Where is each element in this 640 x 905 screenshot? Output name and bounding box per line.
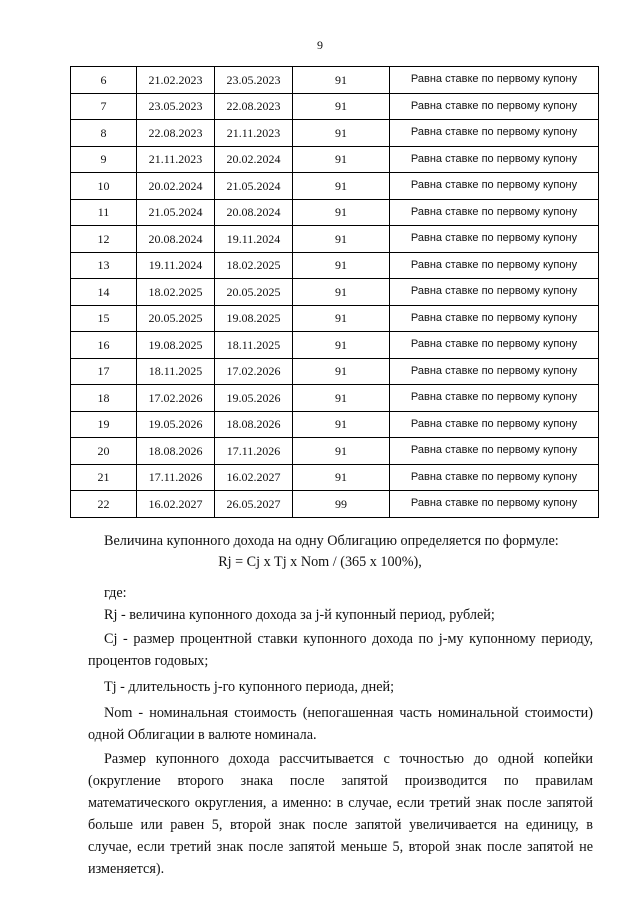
- coupon-number-cell: 16: [71, 332, 137, 359]
- table-row: [71, 120, 599, 147]
- table-row: [71, 464, 599, 491]
- rate-cell: Равна ставке по первому купону: [390, 226, 599, 253]
- coupon-number-cell: 11: [71, 199, 137, 226]
- end-date-cell: 23.05.2023: [215, 67, 293, 94]
- duration-days-cell: 91: [293, 252, 390, 279]
- rate-cell: Равна ставке по первому купону: [390, 305, 599, 332]
- coupon-number-cell: 22: [71, 491, 137, 518]
- start-date-cell: 18.11.2025: [137, 358, 215, 385]
- rate-cell: Равна ставке по первому купону: [390, 199, 599, 226]
- rate-cell: Равна ставке по первому купону: [390, 358, 599, 385]
- start-date-cell: 19.05.2026: [137, 411, 215, 438]
- formula-intro: Величина купонного дохода на одну Облигацию определяется по формуле:: [104, 533, 559, 549]
- duration-days-cell: 91: [293, 199, 390, 226]
- duration-days-cell: 91: [293, 146, 390, 173]
- table-row: [71, 226, 599, 253]
- table-row: [71, 252, 599, 279]
- rate-cell: Равна ставке по первому купону: [390, 173, 599, 200]
- duration-days-cell: 91: [293, 438, 390, 465]
- duration-days-cell: 91: [293, 305, 390, 332]
- duration-days-cell: 91: [293, 279, 390, 306]
- rate-cell: Равна ставке по первому купону: [390, 332, 599, 359]
- start-date-cell: 21.05.2024: [137, 199, 215, 226]
- definition-tj: Tj - длительность j-го купонного периода, дней;: [104, 679, 395, 695]
- start-date-cell: 17.11.2026: [137, 464, 215, 491]
- end-date-cell: 18.11.2025: [215, 332, 293, 359]
- table-row: [71, 332, 599, 359]
- end-date-cell: 20.02.2024: [215, 146, 293, 173]
- duration-days-cell: 91: [293, 385, 390, 412]
- rate-cell: Равна ставке по первому купону: [390, 411, 599, 438]
- coupon-number-cell: 12: [71, 226, 137, 253]
- rate-cell: Равна ставке по первому купону: [390, 146, 599, 173]
- coupon-number-cell: 10: [71, 173, 137, 200]
- rounding-rule: Размер купонного дохода рассчитывается с точностью до одной копейки (округление второго знака после запятой производится по правилам математического округления, а именно: в случае, если третий знак после запятой больше или равен 5, второй знак после запятой увеличивается на единицу, в случае, если третий знак после запятой меньше 5, второй знак после запятой не изменяется).: [88, 751, 593, 877]
- end-date-cell: 18.02.2025: [215, 252, 293, 279]
- coupon-number-cell: 7: [71, 93, 137, 120]
- start-date-cell: 18.02.2025: [137, 279, 215, 306]
- table-row: [71, 67, 599, 94]
- rate-cell: Равна ставке по первому купону: [390, 67, 599, 94]
- start-date-cell: 23.05.2023: [137, 93, 215, 120]
- rate-cell: Равна ставке по первому купону: [390, 120, 599, 147]
- end-date-cell: 26.05.2027: [215, 491, 293, 518]
- duration-days-cell: 91: [293, 411, 390, 438]
- duration-days-cell: 91: [293, 67, 390, 94]
- page-number: 9: [317, 38, 323, 52]
- duration-days-cell: 99: [293, 491, 390, 518]
- table-row: [71, 491, 599, 518]
- duration-days-cell: 91: [293, 332, 390, 359]
- coupon-schedule-table: [70, 66, 599, 518]
- rate-cell: Равна ставке по первому купону: [390, 279, 599, 306]
- table-row: [71, 93, 599, 120]
- duration-days-cell: 91: [293, 173, 390, 200]
- start-date-cell: 20.08.2024: [137, 226, 215, 253]
- coupon-formula: Rj = Cj x Tj x Nom / (365 x 100%),: [218, 554, 422, 570]
- coupon-number-cell: 14: [71, 279, 137, 306]
- end-date-cell: 18.08.2026: [215, 411, 293, 438]
- rate-cell: Равна ставке по первому купону: [390, 464, 599, 491]
- rate-cell: Равна ставке по первому купону: [390, 385, 599, 412]
- coupon-number-cell: 21: [71, 464, 137, 491]
- definition-rj: Rj - величина купонного дохода за j-й купонный период, рублей;: [104, 607, 495, 623]
- end-date-cell: 19.08.2025: [215, 305, 293, 332]
- duration-days-cell: 91: [293, 226, 390, 253]
- start-date-cell: 18.08.2026: [137, 438, 215, 465]
- table-row: [71, 358, 599, 385]
- start-date-cell: 21.11.2023: [137, 146, 215, 173]
- coupon-number-cell: 6: [71, 67, 137, 94]
- coupon-number-cell: 8: [71, 120, 137, 147]
- coupon-number-cell: 17: [71, 358, 137, 385]
- coupon-number-cell: 20: [71, 438, 137, 465]
- start-date-cell: 19.08.2025: [137, 332, 215, 359]
- rate-cell: Равна ставке по первому купону: [390, 491, 599, 518]
- coupon-number-cell: 15: [71, 305, 137, 332]
- end-date-cell: 19.11.2024: [215, 226, 293, 253]
- table-row: [71, 279, 599, 306]
- table-row: [71, 199, 599, 226]
- start-date-cell: 17.02.2026: [137, 385, 215, 412]
- start-date-cell: 20.02.2024: [137, 173, 215, 200]
- table-row: [71, 146, 599, 173]
- table-row: [71, 438, 599, 465]
- table-row: [71, 411, 599, 438]
- rate-cell: Равна ставке по первому купону: [390, 438, 599, 465]
- end-date-cell: 19.05.2026: [215, 385, 293, 412]
- table-row: [71, 305, 599, 332]
- definition-nom: Nom - номинальная стоимость (непогашенная часть номинальной стоимости) одной Облигации в валюте номинала.: [88, 705, 593, 743]
- start-date-cell: 19.11.2024: [137, 252, 215, 279]
- table-row: [71, 385, 599, 412]
- start-date-cell: 16.02.2027: [137, 491, 215, 518]
- coupon-number-cell: 19: [71, 411, 137, 438]
- coupon-number-cell: 13: [71, 252, 137, 279]
- start-date-cell: 21.02.2023: [137, 67, 215, 94]
- end-date-cell: 22.08.2023: [215, 93, 293, 120]
- start-date-cell: 20.05.2025: [137, 305, 215, 332]
- table-row: [71, 173, 599, 200]
- start-date-cell: 22.08.2023: [137, 120, 215, 147]
- duration-days-cell: 91: [293, 464, 390, 491]
- coupon-number-cell: 18: [71, 385, 137, 412]
- coupon-number-cell: 9: [71, 146, 137, 173]
- rate-cell: Равна ставке по первому купону: [390, 93, 599, 120]
- end-date-cell: 21.05.2024: [215, 173, 293, 200]
- end-date-cell: 16.02.2027: [215, 464, 293, 491]
- end-date-cell: 20.08.2024: [215, 199, 293, 226]
- end-date-cell: 21.11.2023: [215, 120, 293, 147]
- definition-cj: Cj - размер процентной ставки купонного дохода по j-му купонному периоду, процентов годовых;: [88, 631, 593, 669]
- rate-cell: Равна ставке по первому купону: [390, 252, 599, 279]
- duration-days-cell: 91: [293, 93, 390, 120]
- duration-days-cell: 91: [293, 120, 390, 147]
- end-date-cell: 17.11.2026: [215, 438, 293, 465]
- end-date-cell: 20.05.2025: [215, 279, 293, 306]
- where-label: где:: [104, 585, 127, 601]
- end-date-cell: 17.02.2026: [215, 358, 293, 385]
- duration-days-cell: 91: [293, 358, 390, 385]
